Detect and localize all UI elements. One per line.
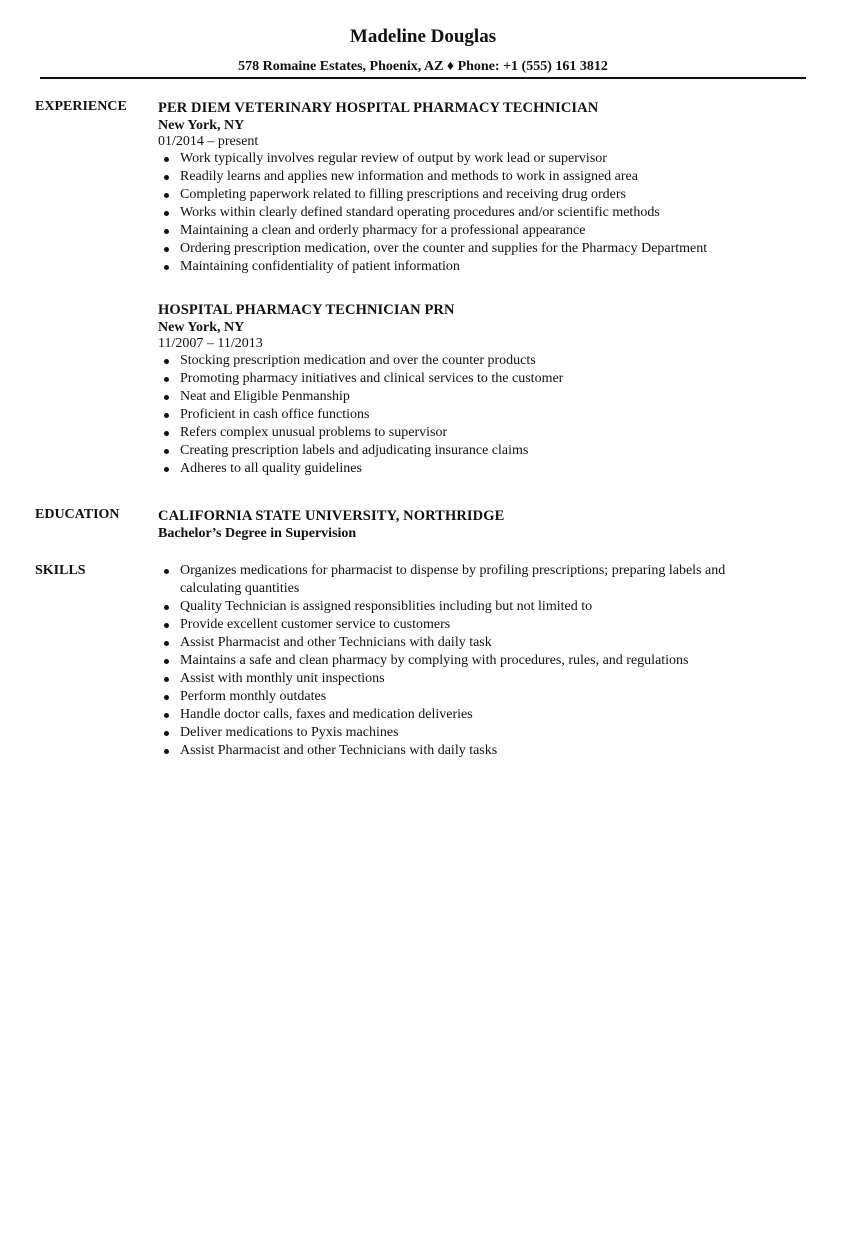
resume-header xyxy=(40,26,806,75)
experience-heading: EXPERIENCE xyxy=(35,99,127,114)
education-heading: EDUCATION xyxy=(35,507,120,522)
list-item: Handle doctor calls, faxes and medication deliveries xyxy=(158,706,778,724)
list-item: Deliver medications to Pyxis machines xyxy=(158,724,778,742)
list-item: Readily learns and applies new information and methods to work in assigned area xyxy=(158,168,798,186)
header-divider xyxy=(40,77,806,79)
degree-name: Bachelor’s Degree in Supervision xyxy=(158,526,357,541)
list-item: Perform monthly outdates xyxy=(158,688,778,706)
skills-heading: SKILLS xyxy=(35,563,86,578)
list-item: Work typically involves regular review of output by work lead or supervisor xyxy=(158,150,798,168)
list-item: Maintaining confidentiality of patient information xyxy=(158,258,798,276)
list-item: Ordering prescription medication, over the counter and supplies for the Pharmacy Department xyxy=(158,240,798,258)
education-entry xyxy=(158,507,798,543)
list-item: Assist Pharmacist and other Technicians with daily tasks xyxy=(158,742,778,760)
list-item: Proficient in cash office functions xyxy=(158,406,798,424)
job-location: New York, NY xyxy=(158,118,245,133)
job-dates: 01/2014 – present xyxy=(158,134,259,149)
school-name: CALIFORNIA STATE UNIVERSITY, NORTHRIDGE xyxy=(158,508,505,524)
list-item: Maintains a safe and clean pharmacy by complying with procedures, rules, and regulations xyxy=(158,652,778,670)
job-title: PER DIEM VETERINARY HOSPITAL PHARMACY TECHNICIAN xyxy=(158,100,599,116)
job-dates: 11/2007 – 11/2013 xyxy=(158,336,263,351)
list-item: Neat and Eligible Penmanship xyxy=(158,388,798,406)
list-item: Promoting pharmacy initiatives and clinical services to the customer xyxy=(158,370,798,388)
skills-entry xyxy=(158,562,778,760)
list-item: Assist Pharmacist and other Technicians with daily task xyxy=(158,634,778,652)
list-item: Works within clearly defined standard operating procedures and/or scientific methods xyxy=(158,204,798,222)
candidate-name: Madeline Douglas xyxy=(349,26,497,47)
list-item: Quality Technician is assigned responsiblities including but not limited to xyxy=(158,598,778,616)
job-location: New York, NY xyxy=(158,320,245,335)
list-item: Completing paperwork related to filling prescriptions and receiving drug orders xyxy=(158,186,798,204)
list-item: Provide excellent customer service to customers xyxy=(158,616,778,634)
job-duties-list xyxy=(158,352,798,478)
list-item: Organizes medications for pharmacist to dispense by profiling prescriptions; preparing labels and calculating quantities xyxy=(158,562,778,598)
list-item: Creating prescription labels and adjudicating insurance claims xyxy=(158,442,798,460)
contact-line: 578 Romaine Estates, Phoenix, AZ ♦ Phone: +1 (555) 161 3812 xyxy=(238,59,608,74)
list-item: Adheres to all quality guidelines xyxy=(158,460,798,478)
job-entry-2 xyxy=(158,301,798,478)
list-item: Maintaining a clean and orderly pharmacy for a professional appearance xyxy=(158,222,798,240)
list-item: Refers complex unusual problems to supervisor xyxy=(158,424,798,442)
list-item: Stocking prescription medication and over the counter products xyxy=(158,352,798,370)
skills-list xyxy=(158,562,778,760)
job-entry-1 xyxy=(158,99,798,276)
job-duties-list xyxy=(158,150,798,276)
list-item: Assist with monthly unit inspections xyxy=(158,670,778,688)
job-title: HOSPITAL PHARMACY TECHNICIAN PRN xyxy=(158,302,455,318)
